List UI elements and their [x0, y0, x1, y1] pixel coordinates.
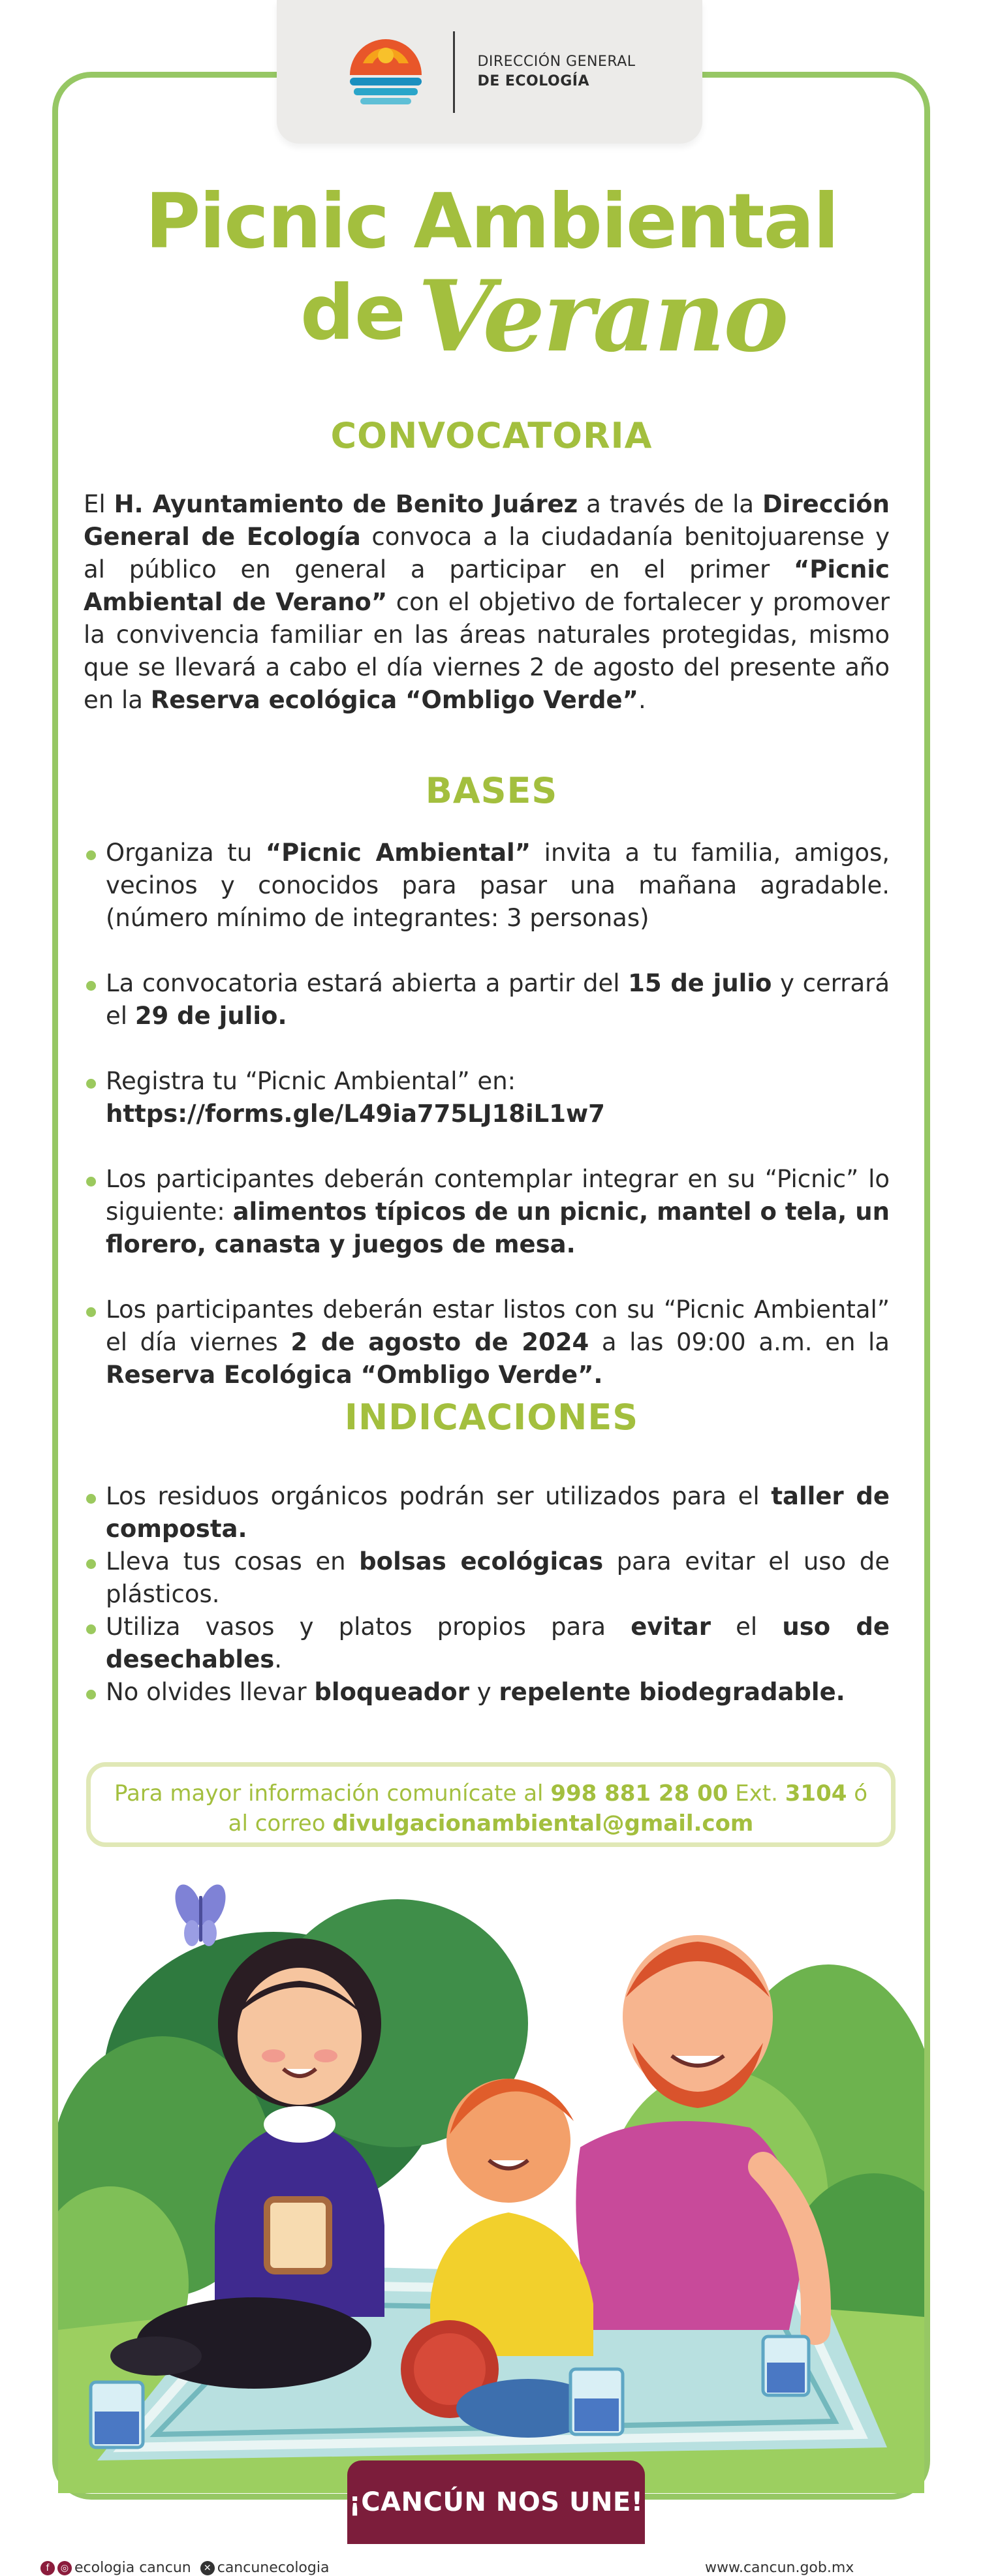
org-line2: DE ECOLOGÍA: [477, 73, 589, 89]
text-span: No olvides llevar: [106, 1678, 315, 1706]
text-span: para evitar el uso de plásticos.: [106, 1547, 890, 1608]
text-span: .: [274, 1645, 282, 1673]
bases-heading: BASES: [425, 770, 558, 811]
text-span: Utiliza vasos y platos propios para: [106, 1613, 631, 1641]
bullet-dot: [86, 1624, 96, 1634]
bold-span: 29 de julio.: [134, 1002, 287, 1030]
phone-number[interactable]: 998 881 28 00: [550, 1780, 728, 1807]
text-span: a las 09:00 a.m. en la: [589, 1328, 890, 1356]
text-span: al correo: [228, 1810, 333, 1837]
text-span: El: [84, 490, 114, 518]
list-item: [84, 967, 890, 1032]
bold-span: bolsas ecológicas: [359, 1547, 604, 1575]
bold-span: Reserva ecológica “Ombligo Verde”: [150, 686, 638, 714]
phone-extension: 3104: [785, 1780, 847, 1807]
bold-span: Reserva Ecológica “Ombligo Verde”.: [106, 1361, 603, 1389]
text-span: convoca a la ciudadanía benitojuarense y al público en general a participar en el primer: [84, 523, 890, 583]
text-span: invita a tu familia, amigos, vecinos y conocidos para pasar una mañana agradable. (número mínimo de integrantes: 3 personas): [106, 839, 890, 932]
text-span: el: [711, 1613, 783, 1641]
text-span: Ext.: [728, 1780, 785, 1807]
logo-sun-icon: [343, 29, 428, 114]
butterfly-icon: [170, 1881, 230, 1946]
text-span: Organiza tu: [106, 839, 266, 867]
list-item: [84, 1294, 890, 1391]
bases-list: [84, 837, 890, 1424]
bold-span: repelente biodegradable.: [499, 1678, 845, 1706]
facebook-icon: f: [40, 2561, 55, 2575]
list-item: [84, 1676, 890, 1709]
list-item: [84, 1611, 890, 1676]
header-tab: [277, 0, 702, 144]
text-span: Los residuos orgánicos podrán ser utilizados para el: [106, 1482, 772, 1510]
title-line1: Picnic Ambiental: [145, 178, 838, 266]
text-span: Registra tu “Picnic Ambiental” en:: [106, 1067, 516, 1095]
bold-span: alimentos típicos de un picnic, mantel o tela, un florero, canasta y juegos de mesa.: [106, 1198, 890, 1258]
register-link[interactable]: https://forms.gle/L49ia775LJ18iL1w7: [106, 1100, 605, 1128]
bold-span: evitar: [631, 1613, 711, 1641]
website-link[interactable]: www.cancun.gob.mx: [705, 2560, 854, 2576]
indicaciones-heading: INDICACIONES: [344, 1397, 639, 1438]
list-item: [84, 1480, 890, 1545]
convocatoria-text: [84, 488, 890, 717]
bullet-dot: [86, 1494, 96, 1504]
bullet-dot: [86, 1559, 96, 1569]
bold-span: bloqueador: [314, 1678, 469, 1706]
bold-span: “Picnic Ambiental”: [265, 839, 531, 867]
text-span: con el objetivo de fortalecer y promover la convivencia familiar en las áreas naturales protegidas, mismo que se llevará a cabo el día viernes 2 de agosto del presente año en la: [84, 588, 890, 714]
social-handles: [40, 2560, 329, 2576]
org-line1: DIRECCIÓN GENERAL: [477, 54, 636, 70]
header-divider: [453, 31, 455, 113]
title-de: de: [300, 269, 406, 357]
cta-banner: ¡CANCÚN NOS UNE!: [347, 2460, 645, 2544]
bullet-dot: [86, 1690, 96, 1699]
text-span: y cerrará el: [106, 969, 890, 1030]
list-item: [84, 1065, 890, 1130]
list-item: [84, 837, 890, 935]
indicaciones-list: [84, 1480, 890, 1709]
page-title: [0, 176, 983, 372]
convocatoria-heading: CONVOCATORIA: [330, 415, 653, 456]
family-picnic-illustration: [58, 1860, 924, 2493]
facebook-handle[interactable]: ecologia cancun: [74, 2560, 191, 2576]
bold-span: uso de desechables: [106, 1613, 890, 1673]
bold-span: 15 de julio: [628, 969, 772, 997]
text-span: Lleva tus cosas en: [106, 1547, 360, 1575]
title-line2: [0, 259, 983, 374]
bullet-dot: [86, 1079, 96, 1089]
text-span: y: [469, 1678, 499, 1706]
x-handle[interactable]: cancunecologia: [217, 2560, 330, 2576]
list-item: [84, 1163, 890, 1261]
email-link[interactable]: divulgacionambiental@gmail.com: [332, 1810, 754, 1837]
bold-span: H. Ayuntamiento de Benito Juárez: [114, 490, 578, 518]
title-verano: Verano: [418, 259, 787, 374]
text-span: Los participantes deberán estar listos con su “Picnic Ambiental” el día viernes: [106, 1296, 890, 1356]
list-item: [84, 1545, 890, 1611]
x-icon: ✕: [200, 2561, 215, 2575]
bullet-dot: [86, 1177, 96, 1187]
bold-span: taller de composta.: [106, 1482, 890, 1543]
text-span: a través de la: [578, 490, 762, 518]
text-span: .: [638, 686, 646, 714]
bold-span: 2 de agosto de 2024: [290, 1328, 589, 1356]
bullet-dot: [86, 1307, 96, 1317]
bullet-dot: [86, 981, 96, 991]
org-name: [477, 52, 635, 91]
bold-span: “Picnic Ambiental de Verano”: [84, 555, 890, 616]
text-span: Los participantes deberán contemplar integrar en su “Picnic” lo siguiente:: [106, 1165, 890, 1226]
contact-box: [86, 1762, 896, 1847]
bold-span: Dirección General de Ecología: [84, 490, 890, 551]
bullet-dot: [86, 850, 96, 860]
text-span: ó: [847, 1780, 868, 1807]
text-span: La convocatoria estará abierta a partir del: [106, 969, 629, 997]
instagram-icon: ◎: [57, 2561, 72, 2575]
text-span: Para mayor información comunícate al: [114, 1780, 551, 1807]
